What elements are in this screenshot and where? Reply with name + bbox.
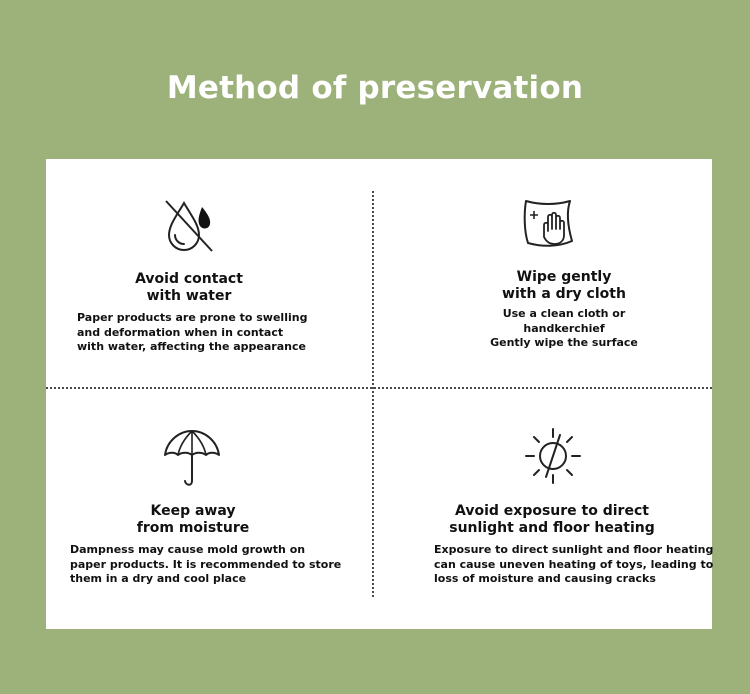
section-description: Paper products are prone to swelling and deformation when in contact with water, affecting the appearance [77,311,308,353]
section-heading: Wipe gently with a dry cloth [502,269,626,302]
hand-wiping-cloth-icon [520,197,578,253]
section-description: Exposure to direct sunlight and floor heating can cause uneven heating of toys, leading to loss of moisture and causing cracks [434,543,714,585]
section-description: Use a clean cloth or handkerchief Gently wipe the surface [490,307,638,349]
section-avoid-sunlight [374,389,712,629]
no-water-drop-icon [162,197,218,255]
preservation-card [46,159,712,629]
section-keep-away-moisture [46,389,372,629]
section-wipe-gently [374,159,712,387]
no-sun-icon [524,427,582,485]
section-avoid-water [46,159,372,387]
page-title: Method of preservation [166,70,584,106]
section-heading: Avoid exposure to direct sunlight and floor heating [449,503,655,536]
section-heading: Avoid contact with water [135,271,243,304]
section-heading: Keep away from moisture [136,503,250,536]
section-description: Dampness may cause mold growth on paper products. It is recommended to store them in a dry and cool place [70,543,342,585]
umbrella-icon [162,427,222,489]
